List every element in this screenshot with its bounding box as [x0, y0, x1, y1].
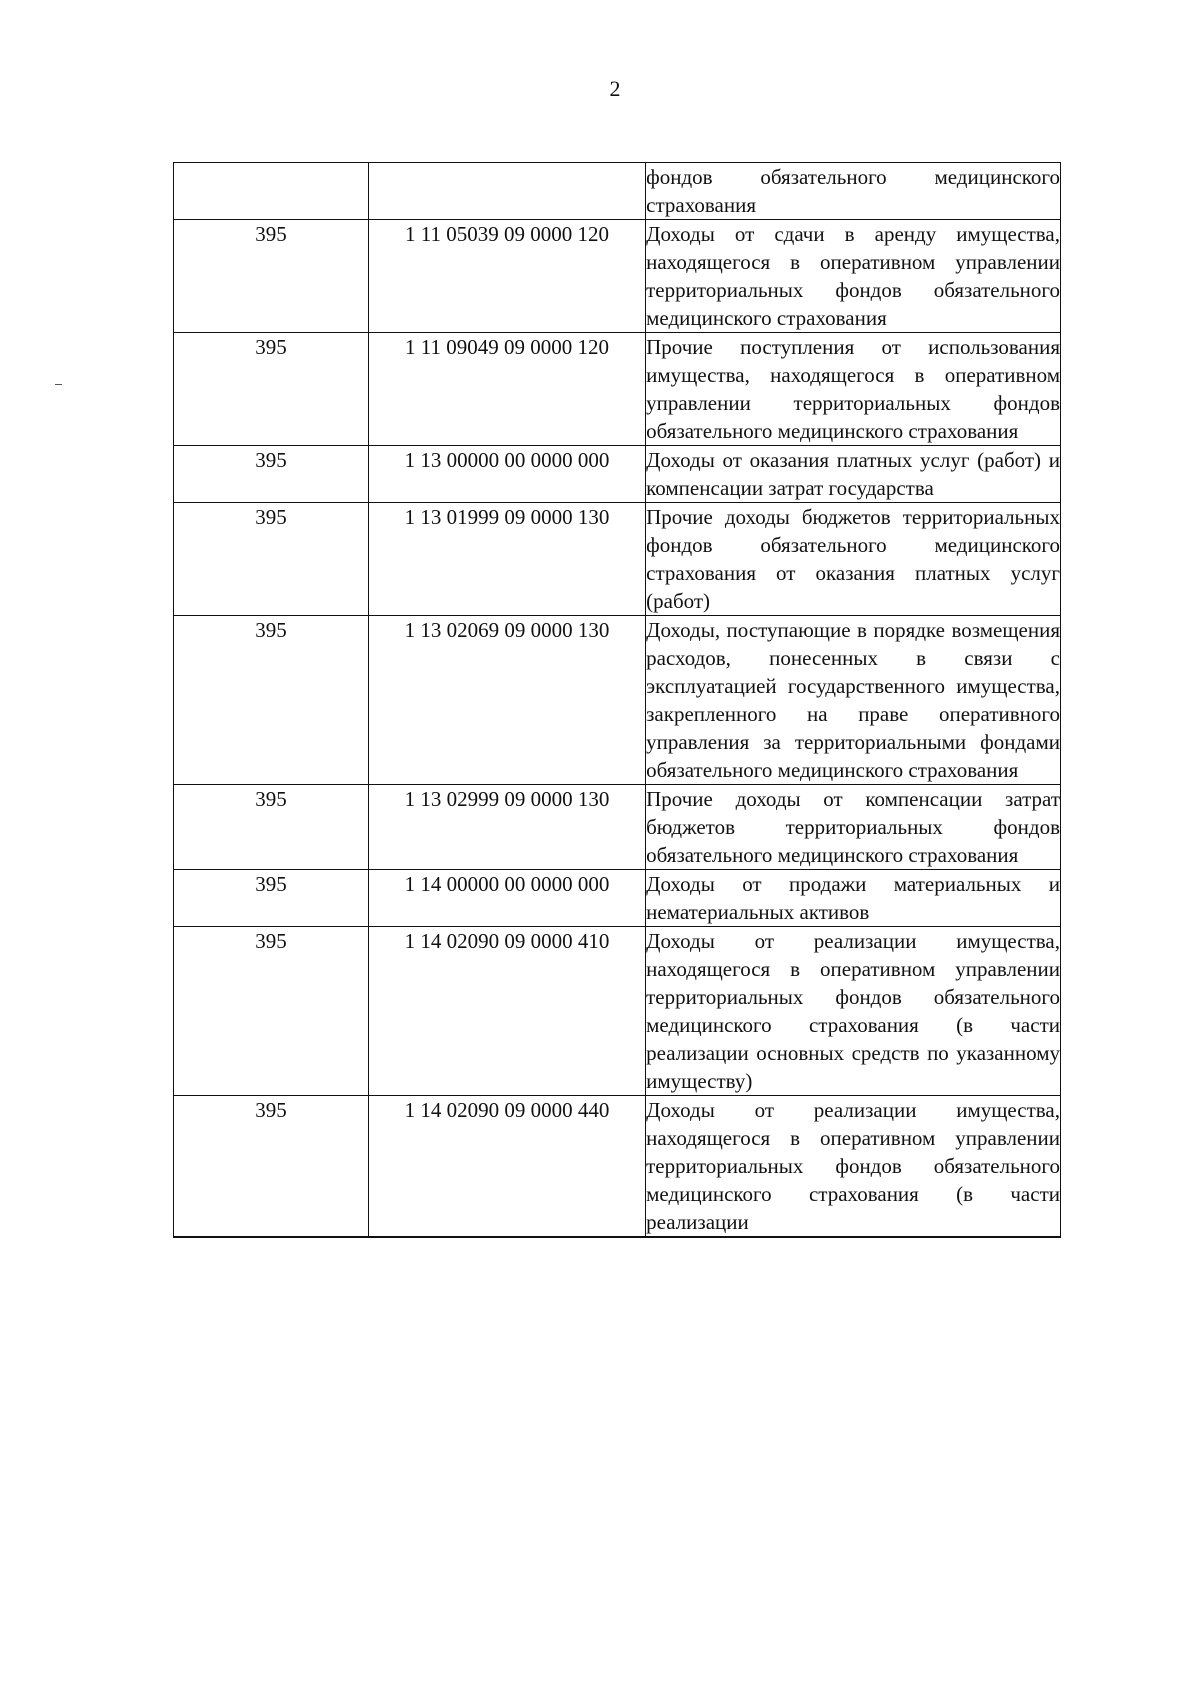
- scan-mark: [55, 384, 62, 385]
- page-number: 2: [609, 76, 621, 101]
- revenue-name-text: фондов обязательного медицинского страхования: [646, 165, 1060, 217]
- admin-code-cell: 395: [174, 446, 369, 503]
- revenue-name-text: Доходы от оказания платных услуг (работ) и компенсации затрат государства: [646, 448, 1060, 500]
- budget-code-cell: 1 14 02090 09 0000 440: [368, 1096, 645, 1238]
- table-row: [174, 785, 1061, 870]
- revenue-name-text: Доходы, поступающие в порядке возмещения расходов, понесенных в связи с эксплуатацией государственного имущества, закрепленного на праве оперативного управления за территориальными фондами обязательного медицинского страхования: [646, 618, 1060, 782]
- admin-code-cell: 395: [174, 503, 369, 616]
- table-row: [174, 446, 1061, 503]
- budget-code-cell: [368, 163, 645, 220]
- budget-code-cell: 1 14 02090 09 0000 410: [368, 927, 645, 1096]
- revenue-name-cell: [646, 927, 1061, 1096]
- admin-code-cell: 395: [174, 1096, 369, 1238]
- budget-code-cell: 1 11 05039 09 0000 120: [368, 220, 645, 333]
- admin-code-cell: 395: [174, 927, 369, 1096]
- budget-code-cell: 1 11 09049 09 0000 120: [368, 333, 645, 446]
- table-row: [174, 163, 1061, 220]
- admin-code-cell: 395: [174, 333, 369, 446]
- table-row: [174, 1096, 1061, 1238]
- revenue-name-text: Доходы от реализации имущества, находящегося в оперативном управлении территориальных фондов обязательного медицинского страхования (в части реализации: [646, 1098, 1060, 1234]
- table-row: [174, 870, 1061, 927]
- revenue-codes-table: [173, 162, 1061, 1238]
- revenue-name-text: Прочие доходы бюджетов территориальных фондов обязательного медицинского страхования от оказания платных услуг (работ): [646, 505, 1060, 613]
- revenue-name-text: Прочие доходы от компенсации затрат бюджетов территориальных фондов обязательного медицинского страхования: [646, 787, 1060, 867]
- revenue-name-cell: [646, 503, 1061, 616]
- table-row: [174, 616, 1061, 785]
- budget-code-cell: 1 13 01999 09 0000 130: [368, 503, 645, 616]
- revenue-name-cell: [646, 785, 1061, 870]
- budget-code-cell: 1 13 02999 09 0000 130: [368, 785, 645, 870]
- revenue-name-cell: [646, 220, 1061, 333]
- admin-code-cell: 395: [174, 616, 369, 785]
- table-row: [174, 333, 1061, 446]
- budget-code-cell: 1 13 02069 09 0000 130: [368, 616, 645, 785]
- revenue-name-text: Доходы от продажи материальных и нематериальных активов: [646, 872, 1060, 924]
- revenue-name-cell: [646, 1096, 1061, 1238]
- table-row: [174, 220, 1061, 333]
- budget-code-cell: 1 13 00000 00 0000 000: [368, 446, 645, 503]
- budget-code-cell: 1 14 00000 00 0000 000: [368, 870, 645, 927]
- admin-code-cell: [174, 163, 369, 220]
- revenue-name-text: Доходы от сдачи в аренду имущества, находящегося в оперативном управлении территориальных фондов обязательного медицинского страхования: [646, 222, 1060, 330]
- admin-code-cell: 395: [174, 870, 369, 927]
- table-row: [174, 927, 1061, 1096]
- revenue-name-cell: [646, 616, 1061, 785]
- revenue-name-cell: [646, 446, 1061, 503]
- revenue-name-text: Доходы от реализации имущества, находящегося в оперативном управлении территориальных фондов обязательного медицинского страхования (в части реализации основных средств по указанному имуществу): [646, 929, 1060, 1093]
- admin-code-cell: 395: [174, 220, 369, 333]
- table-row: [174, 503, 1061, 616]
- admin-code-cell: 395: [174, 785, 369, 870]
- revenue-name-text: Прочие поступления от использования имущества, находящегося в оперативном управлении территориальных фондов обязательного медицинского страхования: [646, 335, 1060, 443]
- revenue-name-cell: [646, 163, 1061, 220]
- revenue-name-cell: [646, 870, 1061, 927]
- revenue-name-cell: [646, 333, 1061, 446]
